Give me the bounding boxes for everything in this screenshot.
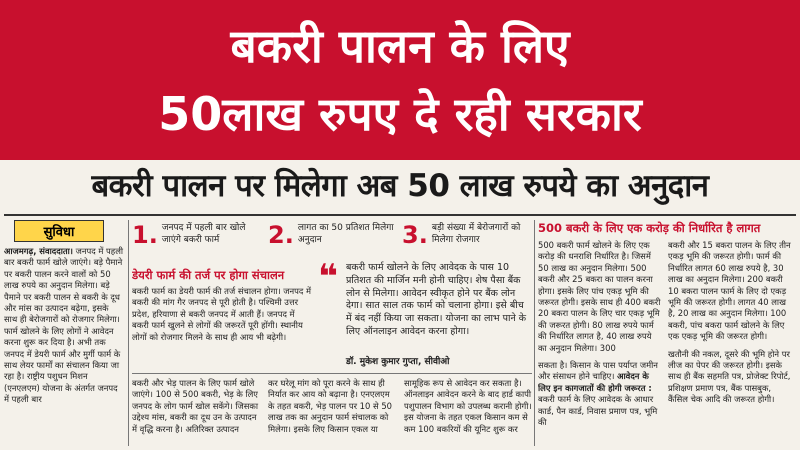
sidebar-body: जनपद में पहली बार बकरी फार्म खोले जाएंगे। बड़े पैमाने पर बकरी पालन करने वालों को 50 लाख रुपये का अनुदान मिलेगा। बड़े पैमाने पर बकरी पालन से बकरी के दूध और मांस का उत्पादन बढ़ेगा, इसके साथ ही बेरोजगारों को रोजगार मिलेगा। फार्म खोलने के लिए लोगों ने आवेदन करना शुरू कर दिया है। अभी तक जनपद में डेयरी फार्म और मुर्गी फार्म के साथ लेयर फार्मों का संचालन किया जा रहा है। राष्ट्रीय पशुधन मिशन (एनएलएम) योजना के अंतर्गत जनपद में पहली बार [4, 246, 124, 405]
bottom-column-3: सामूहिक रूप से आवेदन कर सकता है। ऑनलाइन आवेदन करने के बाद हार्ड कापी पशुपालन विभाग को उपलब्ध करानी होगी। इस योजना के तहत एकल किसान कम से कम 100 बकरियों की यूनिट शुरू कर [404, 378, 532, 434]
bottom-columns [132, 378, 532, 450]
point-number: 1. [132, 221, 158, 249]
point-number: 2. [268, 221, 294, 249]
section-rule [132, 373, 532, 374]
key-points [132, 220, 532, 260]
newspaper-clipping [0, 160, 800, 450]
cost-column-2 [668, 240, 792, 450]
suvidha-label: सुविधा [14, 220, 104, 242]
sidebar-column [4, 220, 124, 450]
point-number: 3. [402, 221, 428, 249]
documents-continued: खतौनी की नकल, दूसरे की भूमि होने पर लीज का पेपर की जरूरत होगी। इसके साथ ही बैंक सहमति पत्र, प्रोजेक्ट रिपोर्ट, प्रशिक्षण प्रमाण पत्र, बैंक पासबुक, कैंसिल चेक आदि की जरूरत होगी। [668, 348, 791, 405]
official-quote [318, 260, 530, 375]
documents-pre: सकता है। किसान के पास पर्याप्त जमीन और संसाधन होने चाहिए। [538, 360, 658, 382]
dairy-section [132, 268, 312, 373]
banner-title-line-1: बकरी पालन के लिए [230, 19, 570, 73]
cost-column-2-text: बकरी और 15 बकरा पालन के लिए तीन एकड़ भूमि की जरूरत होगी। फार्म की निर्धारित लागत 60 लाख रुपये है, 30 लाख का अनुदान मिलेगा। 200 बकरी 10 बकरा पालन फार्म के लिए दो एकड़ भूमि की जरूरत होगी। लागत 40 लाख है, 20 लाख का अनुदान मिलेगा। 100 बकरी, पांच बकरा फार्म खोलने के लिए एक एकड़ भूमि की जरूरत होगी। [668, 240, 791, 342]
bottom-column-2: कर घरेलू मांग को पूरा करने के साथ ही निर्यात कर आय को बढ़ाना है। एनएलएम के तहत बकरी, भेड़ पालन पर 10 से 50 लाख तक का अनुदान फार्म संचालक को मिलेगा। इसके लिए किसान एकल या [268, 378, 392, 434]
cost-column-1-text: 500 बकरी फार्म खोलने के लिए एक करोड़ की धनराशि निर्धारित है। जिसमें 50 लाख का अनुदान मिलेगा। 500 बकरी और 25 बकरा का पालन करना होगा। इसके लिए पांच एकड़ भूमि की जरूरत होगी। इसके साथ ही 400 बकरी 20 बकरा पालन के लिए चार एकड़ भूमि की जरूरत होगी। 80 लाख रुपये फार्म की निर्धारित लागत है, 40 लाख रुपये का अनुदान मिलेगा। 300 [538, 240, 661, 353]
cost-heading: 500 बकरी के लिए एक करोड़ की निर्धारित है लागत [538, 221, 761, 235]
point-2 [268, 220, 398, 260]
documents-text: बकरी फार्म के लिए आवेदक के आधार कार्ड, पैन कार्ड, निवास प्रमाण पत्र, भूमि की [538, 394, 658, 428]
documents-heading: आवेदन के लिए इन कागजातों की होगी जरूरत : [538, 371, 652, 393]
dairy-text: बकरी फार्म का डेयरी फार्म की तर्ज संचालन होगा। जनपद में बकरी की मांग गैर जनपद से पूरी होती है। पश्चिमी उत्तर प्रदेश, हरियाणा से बकरी जनपद में आती हैं। जनपद में बकरी फार्म खुलने से लोगों की जरूरतें पूरी होंगी। स्थानीय लोगों को रोजगार मिलने के साथ ही आय भी बढ़ेगी। [132, 286, 312, 342]
point-text: जनपद में पहली बार खोले जाएंगे बकरी फार्म [161, 223, 246, 245]
quote-text: बकरी फार्म खोलने के लिए आवेदक के पास 10 प्रतिशत की मार्जिन मनी होनी चाहिए। शेष पैसा बैंक लोन से मिलेगा। आवेदन स्वीकृत होने पर बैंक लोन देगा। सात साल तक फार्म को चलाना होगा। इसे बीच में बंद नहीं किया जा सकता। योजना का लाभ पाने के लिए ऑनलाइन आवेदन करना होगा। [346, 262, 527, 337]
point-text: लागत का 50 प्रतिशत मिलेगा अनुदान [297, 223, 394, 245]
point-3 [402, 220, 532, 260]
headline-rule [4, 214, 796, 216]
documents-paragraph [538, 360, 662, 428]
point-text: बड़ी संख्या में बेरोजगारों को मिलेगा रोजगार [431, 223, 521, 245]
column-divider [128, 220, 129, 446]
point-1 [132, 220, 264, 260]
title-banner [0, 0, 800, 160]
cost-column-1 [538, 240, 662, 450]
dairy-heading: डेयरी फार्म की तर्ज पर होगा संचालन [132, 268, 285, 282]
bottom-column-1: बकरी और भेड़ पालन के लिए फार्म खोले जाएंगे। 100 से 500 बकरी, भेड़ के लिए जनपद के लोग फार्म खोल सकेंगे। जिसका उद्देश्य मांस, बकरी का दूध उन के उत्पादन में वृद्धि करना है। अतिरिक्त उत्पादन [132, 378, 258, 434]
quote-icon: ❝ [318, 260, 338, 297]
sidebar-text [4, 246, 124, 406]
cost-section [538, 220, 796, 450]
quote-author: डॉ. मुकेश कुमार गुप्ता, सीवीओ [346, 357, 450, 367]
banner-title-line-2: 50लाख रुपए दे रही सरकार [158, 87, 642, 141]
column-divider [534, 220, 535, 446]
dateline: आजमगढ़, संवाददाता। [4, 246, 73, 256]
newspaper-headline: बकरी पालन पर मिलेगा अब 50 लाख रुपये का अनुदान [91, 168, 709, 204]
